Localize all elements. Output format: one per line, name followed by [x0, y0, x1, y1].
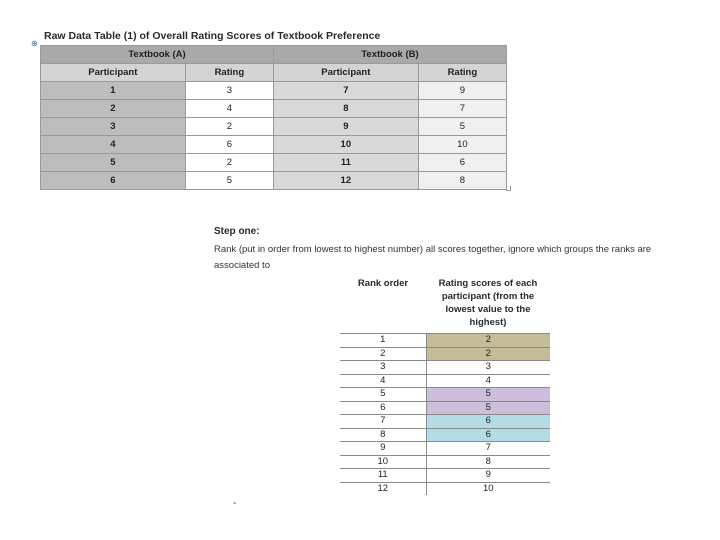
table-move-handle-icon[interactable]: ⊕ — [31, 39, 38, 48]
rating-b-cell: 6 — [418, 154, 506, 172]
table1-row — [41, 100, 507, 118]
table1-title: Raw Data Table (1) of Overall Rating Scores of Textbook Preference — [44, 30, 381, 42]
rating-a-cell: 4 — [185, 100, 273, 118]
score-cell: 6 — [426, 428, 550, 442]
table2-row — [340, 361, 550, 375]
column-header-participant-b: Participant — [273, 64, 418, 82]
group-header-textbook-b: Textbook (B) — [273, 46, 506, 64]
table2-row — [340, 347, 550, 361]
score-cell: 5 — [426, 388, 550, 402]
rating-a-cell: 5 — [185, 172, 273, 190]
table2-row — [340, 388, 550, 402]
table1-row — [41, 118, 507, 136]
participant-b-cell: 9 — [273, 118, 418, 136]
column-header-participant-a: Participant — [41, 64, 186, 82]
rank-cell: 9 — [340, 442, 426, 456]
table2-row — [340, 442, 550, 456]
table2-row — [340, 415, 550, 429]
score-cell: 9 — [426, 469, 550, 483]
table-resize-handle[interactable] — [506, 186, 511, 191]
rank-cell: 4 — [340, 374, 426, 388]
participant-a-cell: 4 — [41, 136, 186, 154]
table2-row — [340, 334, 550, 348]
participant-a-cell: 6 — [41, 172, 186, 190]
table2-row — [340, 482, 550, 495]
participant-b-cell: 8 — [273, 100, 418, 118]
table2-row — [340, 469, 550, 483]
participant-a-cell: 5 — [41, 154, 186, 172]
participant-b-cell: 10 — [273, 136, 418, 154]
step-one-heading: Step one: — [214, 226, 260, 237]
table2-row — [340, 401, 550, 415]
rating-a-cell: 6 — [185, 136, 273, 154]
table2-row — [340, 455, 550, 469]
column-header-rating-scores: Rating scores of each participant (from the lowest value to the highest) — [438, 278, 538, 328]
rating-a-cell: 3 — [185, 82, 273, 100]
score-cell: 8 — [426, 455, 550, 469]
rating-b-cell: 10 — [418, 136, 506, 154]
score-cell: 10 — [482, 482, 494, 494]
rating-a-cell: 2 — [185, 154, 273, 172]
score-cell: 5 — [426, 401, 550, 415]
participant-a-cell: 2 — [41, 100, 186, 118]
rating-a-cell: 2 — [185, 118, 273, 136]
rank-cell: 8 — [340, 428, 426, 442]
raw-data-table — [40, 45, 507, 190]
rank-cell: 7 — [340, 415, 426, 429]
table1-row — [41, 172, 507, 190]
column-header-rating-b: Rating — [418, 64, 506, 82]
score-cell: 4 — [426, 374, 550, 388]
score-cell: 2 — [426, 334, 550, 348]
column-header-rank-order: Rank order — [357, 278, 409, 289]
stray-dash-mark: - — [233, 498, 237, 509]
participant-b-cell: 12 — [273, 172, 418, 190]
rank-cell: 1 — [340, 334, 426, 348]
score-cell: 3 — [426, 361, 550, 375]
participant-a-cell: 3 — [41, 118, 186, 136]
table2-row — [340, 374, 550, 388]
step-one-instructions: Rank (put in order from lowest to highest number) all scores together, ignore which groups the ranks are associated to — [214, 244, 652, 271]
rank-cell: 11 — [340, 469, 426, 483]
table1-row — [41, 154, 507, 172]
rating-b-cell: 7 — [418, 100, 506, 118]
participant-b-cell: 11 — [273, 154, 418, 172]
table1-column-header-row — [41, 64, 507, 82]
rating-b-cell: 9 — [418, 82, 506, 100]
group-header-textbook-a: Textbook (A) — [41, 46, 274, 64]
participant-a-cell: 1 — [41, 82, 186, 100]
rank-cell: 12 — [340, 482, 426, 495]
score-cell: 2 — [426, 347, 550, 361]
rank-cell: 3 — [340, 361, 426, 375]
table2-row — [340, 428, 550, 442]
score-cell: 6 — [426, 415, 550, 429]
rank-order-table — [340, 275, 550, 495]
rank-cell: 10 — [340, 455, 426, 469]
rank-cell: 5 — [340, 388, 426, 402]
rating-b-cell: 8 — [418, 172, 506, 190]
column-header-rating-a: Rating — [185, 64, 273, 82]
score-cell: 7 — [426, 442, 550, 456]
rank-cell: 6 — [340, 401, 426, 415]
rating-b-cell: 5 — [418, 118, 506, 136]
table1-row — [41, 136, 507, 154]
participant-b-cell: 7 — [273, 82, 418, 100]
table2-header-row — [340, 275, 550, 334]
rank-cell: 2 — [340, 347, 426, 361]
table1-row — [41, 82, 507, 100]
table1-group-header-row — [41, 46, 507, 64]
